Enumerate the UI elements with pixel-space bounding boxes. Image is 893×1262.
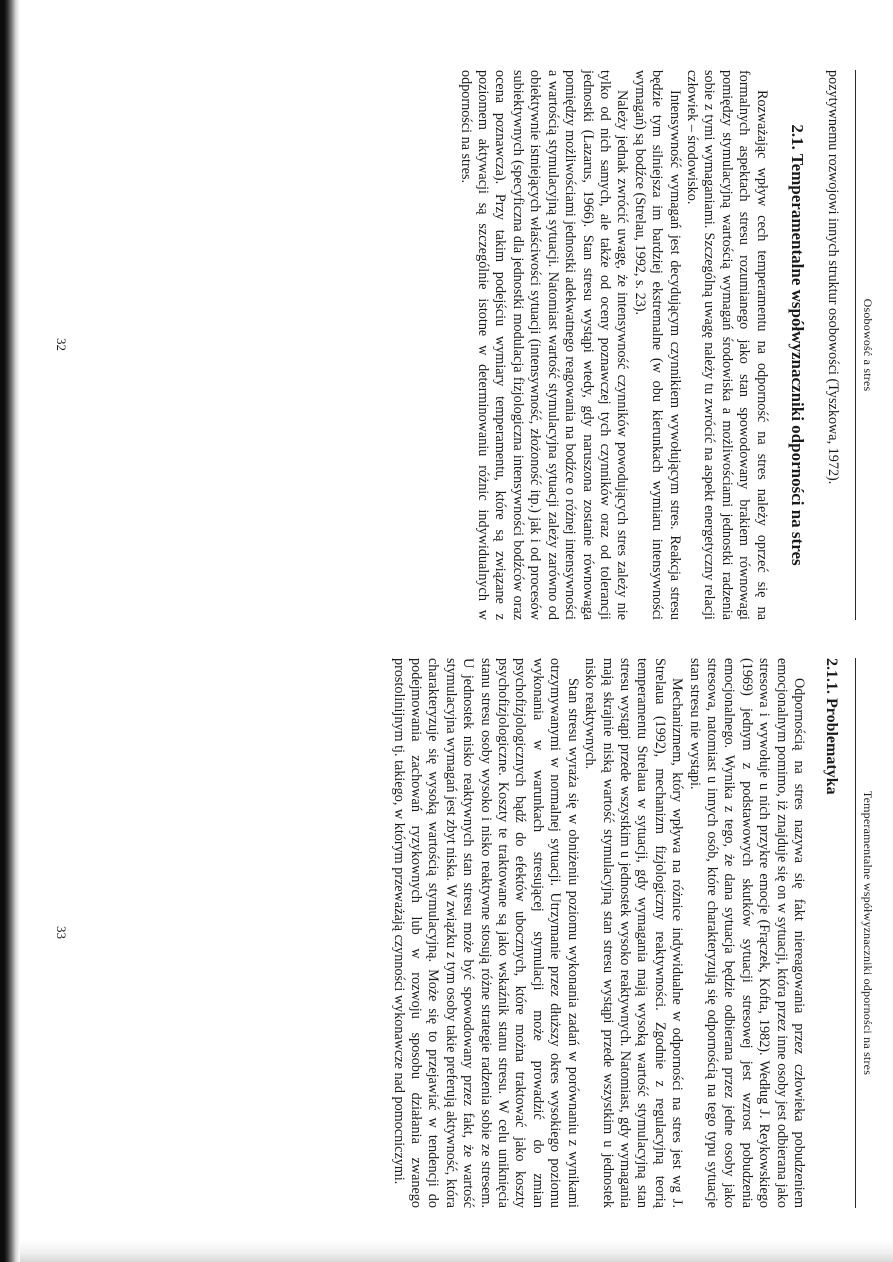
subsection-heading: 2.1.1. Problematyka xyxy=(823,658,840,795)
left-page xyxy=(54,70,875,620)
right-page xyxy=(54,658,875,1208)
left-paragraph-1: Rozważając wpływ cech temperamentu na odporność na stres należy oprzeć się na formalnych aspektach stresu rozumianego jako stan spowodowany brakiem równowagi pomiędzy stymulacyjną wartością wymagań środowiska a możliwościami jednostki radzenia sobie z tymi wymaganiami. Szczególną uwagę należy tu zwrócić na aspekt energetyczny relacji człowiek – środowisko. xyxy=(683,70,770,620)
right-page-number: 33 xyxy=(54,926,69,939)
left-page-number: 32 xyxy=(54,338,69,351)
right-running-head: Temperamentalne współwyznaczniki odporności na stres xyxy=(855,658,875,1208)
right-paragraph-2: Mechanizmem, który wpływa na różnice indywidualne w odporności na stres jest wg J. Strelaua (1992), mechanizm fizjologiczny reaktywności. Zgodnie z regulacyjną teorią temperamentu Strelaua w sytuacji, gdy wymagania mają wysoką wartość stymulacyjną stan stresu wystąpi przede wszystkim u jednostek wysoko reaktywnych. Natomiast, gdy wymagania mają skrajnie niską wartość stymulacyjną stan stresu wystąpi przede wszystkim u jednostek nisko reaktywnych. xyxy=(582,658,686,1208)
left-opening-text: pozytywnemu rozwojowi innych struktur osobowości (Tyszkowa, 1972). xyxy=(825,70,841,485)
left-paragraph-2: Intensywność wymagań jest decydującym czynnikiem wywołującym stres. Reakcja stresu będzie tym silniejsza im bardziej ekstremalne (w obu kierunkach wymiaru intensywności wymagań) są bodźce (Strelau, 1992, s. 23). xyxy=(631,70,683,620)
right-paragraph-3: Stan stresu wyraża się w obniżeniu poziomu wykonania zadań w porównaniu z wynikami otrzymywanymi w normalnej sytuacji. Utrzymanie przez dłuższy okres wysokiego poziomu wykonania w warunkach stresującej stymulacji może prowadzić do zmian psychofizjologicznych bądź do efektów ubocznych, które można traktować jako koszty psychofizjologiczne. Koszty te traktowane są jako wskaźnik stanu stresu. W celu uniknięcia stanu stresu osoby wysoko i nisko reaktywne stosują różne strategie radzenia sobie ze stresem. U jednostek nisko reaktywnych stan stresu może być spowodowany przez fakt, że wartość stymulacyjna wymagań jest zbyt niska. W związku z tym osoby takie preferują aktywność, która charakteryzuje się wysoką wartością stymulacyjną. Może się to przejawiać w tendencji do podejmowania zachowań ryzykownych lub w rozwoju sposobu działania zwanego prostolinijnym tj. takiego, w którym przeważają czynności wykonawcze nad pomocniczymi. xyxy=(390,658,581,1208)
section-heading: 2.1. Temperamentalne współwyznaczniki odporności na stres xyxy=(787,124,807,566)
left-running-head: Osobowość a stres xyxy=(855,70,875,620)
right-paragraph-1: Odpornością na stres nazywa się fakt niereagowania przez człowieka pobudzeniem emocjonalnym pomimo, iż znajduje się on w sytuacji, która przez inne osoby jest odbierana jako stresowa i wywołuje u nich przykre emocje (Frączek, Kofta, 1982). Według J. Reykowskiego (1969) jednym z podstawowych skutków sytuacji stresowej jest wzrost pobudzenia emocjonalnego. Wynika z tego, że dana sytuacja będzie odbierana przez jedne osoby jako stresowa, natomiast u innych osób, które charakteryzują się odpornością na tego typu sytuacje stan stresu nie wystąpi. xyxy=(686,658,807,1208)
left-paragraph-3: Należy jednak zwrócić uwagę, że intensywność czynników powodujących stres zależy nie tylko od nich samych, ale także od oceny poznawczej tych czynników oraz od tolerancji jednostki (Lazarus, 1966). Stan stresu wystąpi wtedy, gdy naruszona zostanie równowaga pomiędzy możliwościami jednostki adekwatnego reagowania na bodźce o różnej intensywności a wartością stymulacyjną sytuacji. Natomiast wartość stymulacyjna sytuacji zależy zarówno od obiektywnie istniejących właściwości sytuacji (intensywność, złożoność itp.) jak i od procesów subiektywnych (specyficzna dla jednostki modulacja fizjologiczna intensywności bodźców oraz ocena poznawcza). Przy takim podejściu wymiary temperamentu, które są związane z poziomem aktywacji są szczególnie istotne w determinowaniu różnic indywidualnych w odporności na stres. xyxy=(457,70,631,620)
